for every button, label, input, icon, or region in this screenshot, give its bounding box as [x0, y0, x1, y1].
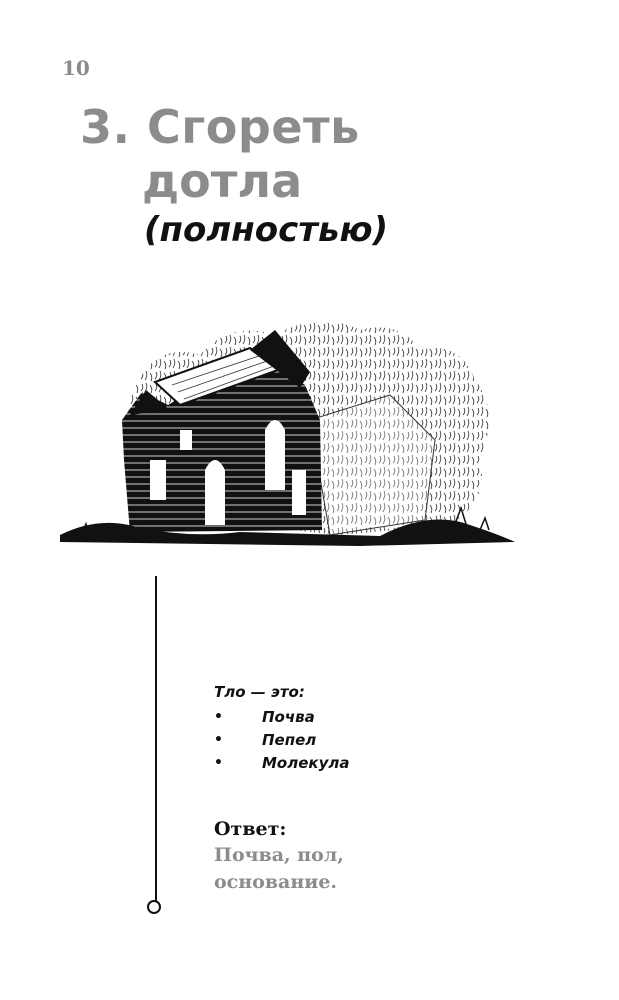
answer-block — [214, 816, 344, 896]
chapter-title-line-1: 3. Сгореть — [80, 100, 360, 154]
timeline-end-dot — [147, 900, 161, 914]
burning-house-illustration — [60, 310, 520, 560]
option-label: Пепел — [262, 730, 317, 749]
chapter-title — [80, 100, 388, 252]
answer-options — [214, 705, 349, 774]
question-prompt: Тло — это: — [214, 683, 305, 701]
bullet-icon: • — [214, 754, 223, 771]
question-block — [214, 683, 349, 774]
chapter-title-line-2: дотла — [142, 154, 303, 208]
option-label: Почва — [262, 707, 315, 726]
chapter-subtitle: (полностью) — [144, 210, 389, 250]
answer-label: Ответ: — [214, 818, 287, 840]
answer-text-line-1: Почва, пол, — [214, 844, 344, 866]
timeline-line — [155, 576, 157, 902]
answer-text-line-2: основание. — [214, 871, 338, 893]
page-number: 10 — [62, 56, 90, 80]
option-label: Молекула — [262, 753, 350, 772]
list-item — [214, 705, 349, 728]
bullet-icon: • — [214, 708, 223, 725]
list-item — [214, 751, 349, 774]
list-item — [214, 728, 349, 751]
bullet-icon: • — [214, 731, 223, 748]
